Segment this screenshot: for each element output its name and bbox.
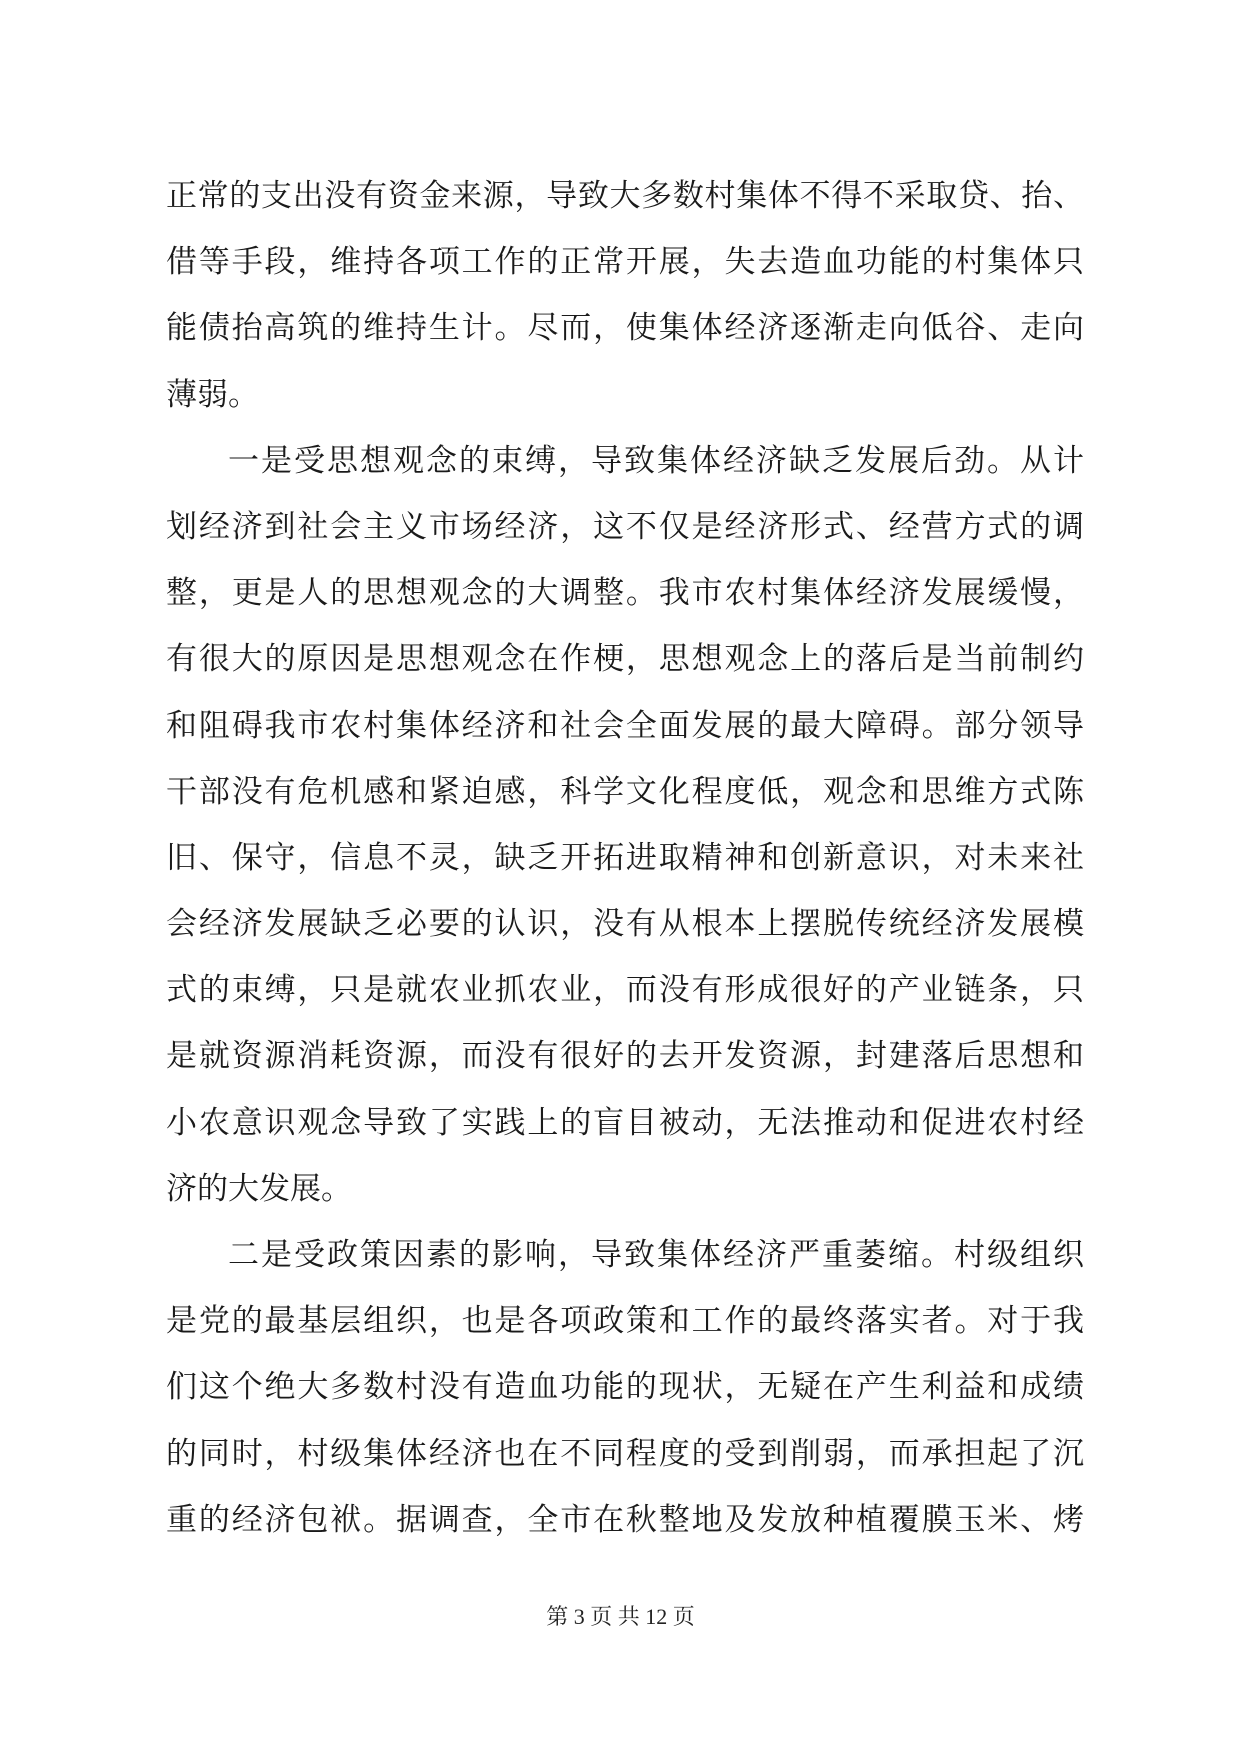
text-line: 们这个绝大多数村没有造血功能的现状，无疑在产生利益和成绩 — [166, 1369, 1084, 1406]
text-line: 正常的支出没有资金来源，导致大多数村集体不得不采取贷、抬、 — [166, 178, 1084, 214]
text-line: 济的大发展。 — [166, 1170, 352, 1207]
text-line: 小农意识观念导致了实践上的盲目被动，无法推动和促进农村经 — [166, 1104, 1084, 1141]
text-line: 能债抬高筑的维持生计。尽而，使集体经济逐渐走向低谷、走向 — [166, 310, 1084, 347]
text-line: 式的束缚，只是就农业抓农业，而没有形成很好的产业链条，只 — [166, 972, 1084, 1009]
text-line: 会经济发展缺乏必要的认识，没有从根本上摆脱传统经济发展模 — [166, 906, 1084, 943]
document-body — [166, 163, 1084, 1553]
paragraph — [166, 1222, 1084, 1553]
text-line: 划经济到社会主义市场经济，这不仅是经济形式、经营方式的调 — [166, 508, 1084, 545]
text-line: 旧、保守，信息不灵，缺乏开拓进取精神和创新意识，对未来社 — [166, 839, 1084, 876]
text-line: 重的经济包袱。据调查，全市在秋整地及发放种植覆膜玉米、烤 — [166, 1501, 1084, 1538]
text-line: 是就资源消耗资源，而没有很好的去开发资源，封建落后思想和 — [166, 1038, 1084, 1075]
paragraph — [166, 163, 1084, 428]
page-footer — [0, 1600, 1241, 1631]
text-line: 和阻碍我市农村集体经济和社会全面发展的最大障碍。部分领导 — [166, 707, 1084, 744]
text-line: 有很大的原因是思想观念在作梗，思想观念上的落后是当前制约 — [166, 641, 1084, 678]
page-number-label: 第 3 页 共 12 页 — [546, 1604, 695, 1629]
text-line: 整，更是人的思想观念的大调整。我市农村集体经济发展缓慢， — [166, 575, 1084, 612]
text-line: 二是受政策因素的影响，导致集体经济严重萎缩。村级组织 — [228, 1237, 1084, 1273]
text-line: 的同时，村级集体经济也在不同程度的受到削弱，而承担起了沉 — [166, 1435, 1084, 1472]
text-line: 借等手段，维持各项工作的正常开展，失去造血功能的村集体只 — [166, 244, 1084, 281]
paragraph — [166, 428, 1084, 1222]
text-line: 干部没有危机感和紧迫感，科学文化程度低，观念和思维方式陈 — [166, 773, 1084, 810]
text-line: 薄弱。 — [166, 376, 259, 413]
text-line: 是党的最基层组织，也是各项政策和工作的最终落实者。对于我 — [166, 1303, 1084, 1340]
text-line: 一是受思想观念的束缚，导致集体经济缺乏发展后劲。从计 — [228, 442, 1084, 479]
